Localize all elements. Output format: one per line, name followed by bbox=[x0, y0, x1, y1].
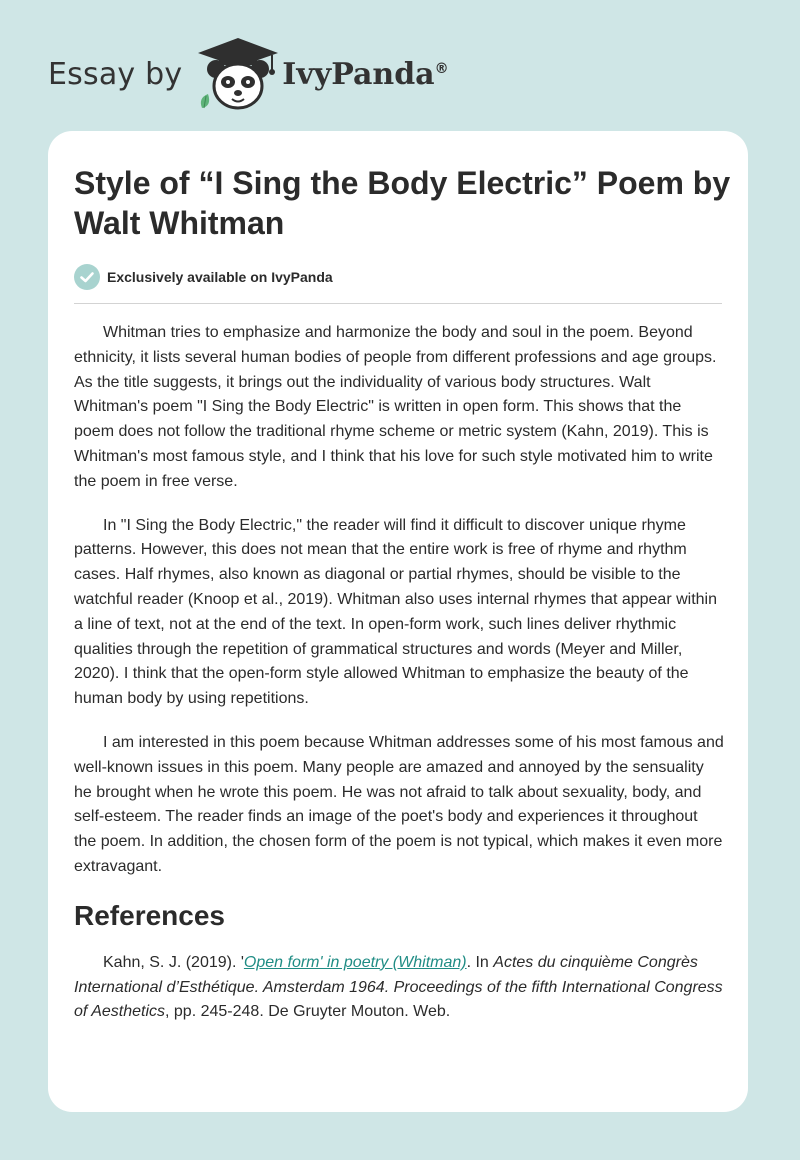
panda-graduate-icon bbox=[194, 36, 282, 112]
check-circle-icon bbox=[74, 264, 100, 290]
trademark-mark: ® bbox=[434, 60, 449, 77]
site-header bbox=[48, 36, 449, 112]
reference-in: . In bbox=[466, 953, 494, 971]
exclusive-label: Exclusively available on IvyPanda bbox=[107, 269, 333, 285]
article-body bbox=[74, 321, 724, 1025]
reference-author: Kahn, S. J. (2019). ' bbox=[103, 953, 244, 971]
paragraph: Whitman tries to emphasize and harmonize the body and soul in the poem. Beyond ethnicity, it lists several human bodies of people from different professions and age groups. As the title suggests, it brings out the individuality of various body structures. Walt Whitman's poem "I Sing the Body Electric" is written in open form. This shows that the poem does not follow the traditional rhyme scheme or metric system (Kahn, 2019). This is Whitman's most famous style, and I think that his love for such style motivated him to write the poem in free verse. bbox=[74, 324, 717, 490]
references-heading: References bbox=[74, 899, 225, 931]
exclusive-badge bbox=[74, 264, 333, 290]
paragraph: In "I Sing the Body Electric," the reader will find it difficult to discover unique rhyme patterns. However, this does not mean that the entire work is free of rhyme and rhythm cases. Half rhymes, also known as diagonal or partial rhymes, should be visible to the watchful reader (Knoop et al., 2019). Whitman also uses internal rhymes that appear within a line of text, not at the end of the text. In open-form work, such lines deliver rhythmic qualities through the repetition of grammatical structures and words (Meyer and Miller, 2020). I think that the open-form style allowed Whitman to emphasize the beauty of the human body by using repetitions. bbox=[74, 516, 717, 708]
paragraph: I am interested in this poem because Whitman addresses some of his most famous and well-known issues in this poem. Many people are amazed and annoyed by the sensuality he brought when he wrote this poem. He was not afraid to talk about sexuality, body, and self-esteem. The reader finds an image of the poet's body and experiences it throughout the poem. In addition, the chosen form of the poem is not typical, which makes it even more extravagant. bbox=[74, 733, 724, 875]
reference-entry bbox=[74, 951, 724, 1025]
brand-name: IvyPanda® bbox=[282, 56, 449, 92]
essay-card bbox=[48, 131, 748, 1112]
divider bbox=[74, 303, 722, 304]
reference-details: , pp. 245-248. De Gruyter Mouton. Web. bbox=[165, 1003, 451, 1021]
reference-link[interactable]: Open form' in poetry (Whitman) bbox=[243, 953, 467, 971]
page-title: Style of “I Sing the Body Electric” Poem by Walt Whitman bbox=[74, 165, 731, 241]
reference-source: Actes du cinquième Congrès International d’Esthétique. Amsterdam 1964. Proceedings of the fifth International Congress of Aesthetics bbox=[74, 953, 723, 1021]
essay-by-label: Essay by bbox=[48, 56, 183, 92]
